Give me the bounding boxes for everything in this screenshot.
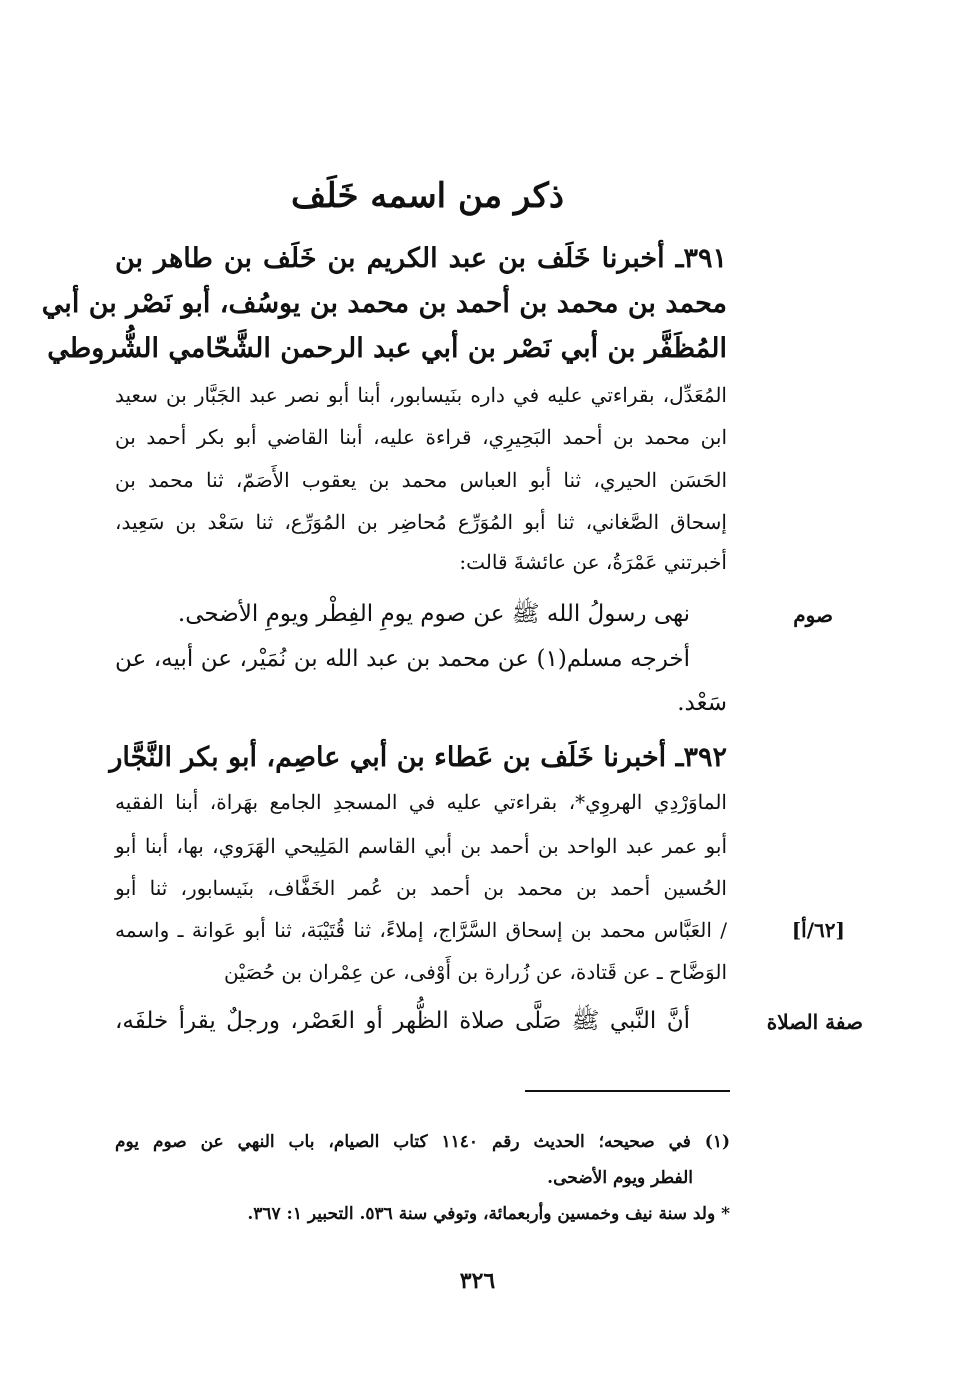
hadith-391-line-5: ابن محمد بن أحمد البَحِيرِي، قراءة عليه، أبنا القاضي أبو بكر أحمد بن [115, 425, 727, 449]
page-number: ٣٢٦ [459, 1268, 496, 1294]
hadith-391-matn: نهى رسولُ الله ﷺ عن صوم يومِ الفِطْر ويومِ الأضحى. [177, 601, 690, 627]
margin-note-fasting: صوم [793, 603, 833, 627]
hadith-392-line-4: الحُسين أحمد بن محمد بن أحمد بن عُمر الخَفَّاف، بنَيسابور، ثنا أبو [115, 876, 727, 900]
footnote-asterisk: * ولد سنة نيف وخمسين وأربعمائة، وتوفي سنة ٥٣٦. التحبير ١: ٣٦٧. [247, 1204, 730, 1224]
hadith-391-line-2: محمد بن محمد بن أحمد بن محمد بن يوسُف، أبو نَصْر بن أبي [41, 288, 727, 319]
hadith-392-line-1: ٣٩٢ـ أخبرنا خَلَف بن عَطاء بن أبي عاصِم، أبو بكر النَّجَّار [109, 742, 727, 773]
hadith-392-line-5: / العَبَّاس محمد بن إسحاق السَّرَّاج، إملاءً، ثنا قُتَيْبَة، ثنا أبو عَوانة ـ واسمه [115, 918, 727, 942]
hadith-391-line-7: إسحاق الصَّغاني، ثنا أبو المُوَرِّع مُحاضِر بن المُوَرِّع، ثنا سَعْد بن سَعِيد، [115, 510, 727, 534]
hadith-391-line-4: المُعَدِّل، بقراءتي عليه في داره بنَيسابور، أبنا أبو نصر عبد الجَبَّار بن سعيد [115, 383, 727, 407]
hadith-392-line-2: الماوَرْدِي الهروِي*، بقراءتي عليه في المسجدِ الجامع بهَراة، أبنا الفقيه [115, 790, 727, 814]
footnote-1-line-1: (١) في صحيحه؛ الحديث رقم ١١٤٠ كتاب الصيام، باب النهي عن صوم يوم [115, 1132, 730, 1152]
hadith-391-takhrij-line-1: أخرجه مسلم(١) عن محمد بن عبد الله بن نُمَيْر، عن أبيه، عن [115, 646, 690, 672]
footnote-1-line-2: الفطر ويوم الأضحى. [547, 1168, 693, 1188]
hadith-391-line-3: المُظَفَّر بن أبي نَصْر بن أبي عبد الرحمن الشَّحّامي الشُّروطي [47, 333, 727, 364]
hadith-392-line-6: الوَضَّاح ـ عن قَتادة، عن زُرارة بن أَوْفى، عن عِمْران بن حُصَيْن [224, 960, 727, 984]
page-title: ذكر من اسمه خَلَف [291, 176, 564, 216]
hadith-391-takhrij-line-2: سَعْد. [677, 690, 727, 716]
manuscript-folio-ref: [٦٢/أ] [791, 918, 845, 942]
hadith-392-line-3: أبو عمر عبد الواحد بن أحمد بن أبي القاسم المَلِيحي الهَرَوي، بها، أبنا أبو [115, 834, 727, 858]
margin-note-prayer: صفة الصلاة [766, 1010, 863, 1034]
footnote-separator [525, 1090, 730, 1092]
hadith-391-line-6: الحَسَن الحيري، ثنا أبو العباس محمد بن يعقوب الأَصَمّ، ثنا محمد بن [115, 468, 727, 492]
hadith-391-line-8: أخبرتني عَمْرَةُ، عن عائشةَ قالت: [459, 550, 727, 574]
hadith-391-line-1: ٣٩١ـ أخبرنا خَلَف بن عبد الكريم بن خَلَف بن طاهر بن [115, 243, 727, 274]
hadith-392-matn: أنَّ النَّبي ﷺ صَلَّى صلاة الظُّهر أو العَصْر، ورجلٌ يقرأ خلفَه، [115, 1008, 690, 1034]
